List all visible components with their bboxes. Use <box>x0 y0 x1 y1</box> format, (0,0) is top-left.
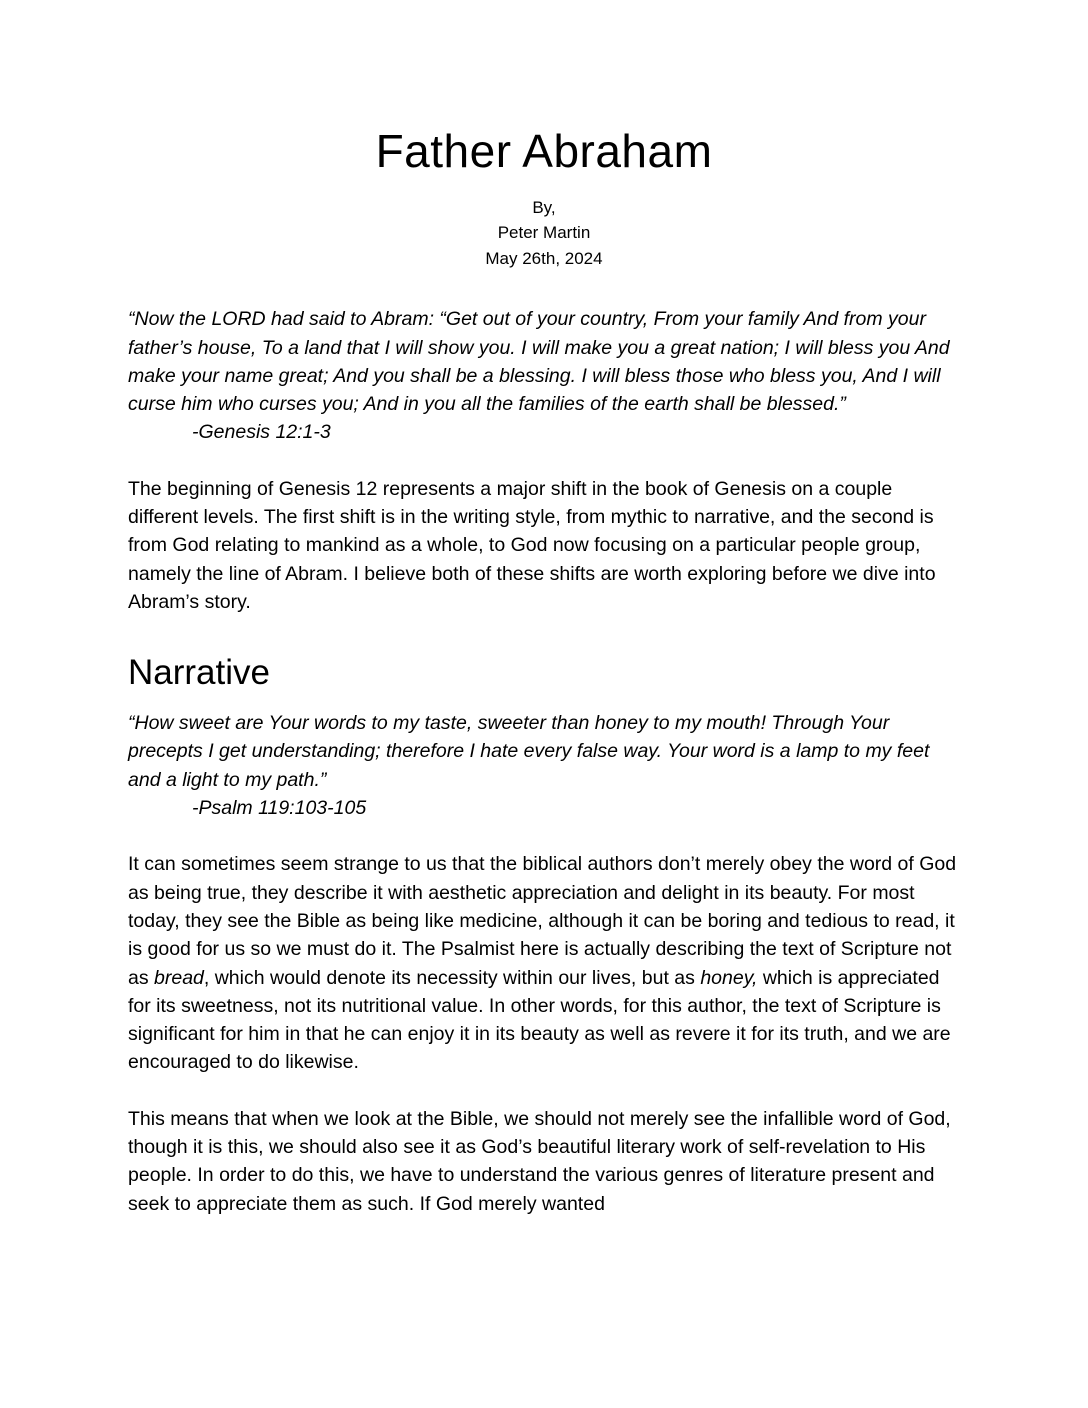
closing-paragraph: This means that when we look at the Bible, we should not merely see the infallible word of God, though it is this, we should also see it as God’s beautiful literary work of self-revelation to His people. In order to do this, we have to understand the various genres of literature present and seek to appreciate them as such. If God merely wanted <box>128 1107 951 1215</box>
psalm-quote-text: “How sweet are Your words to my taste, sweeter than honey to my mouth! Through Your precepts I get understanding; therefore I hate every false way. Your word is a lamp to my feet and a light to my path.” <box>128 712 930 791</box>
psalm-quote-citation: -Psalm 119:103-105 <box>192 797 367 820</box>
genesis-quote-citation: -Genesis 12:1-3 <box>192 421 331 444</box>
honey-paragraph-part2: , which would denote its necessity within our lives, but as <box>203 966 701 989</box>
genesis-block-quote <box>128 305 960 446</box>
byline-author: Peter Martin <box>497 223 591 243</box>
honey-paragraph-part1: It can sometimes seem strange to us that the biblical authors don’t merely obey the word of God as being true, they describe it with aesthetic appreciation and delight in its beauty. For most today, they see the Bible as being like medicine, although it can be boring and tedious to read, it is good for us so we must do it. The Psalmist here is actually describing the text of Scripture not as <box>128 853 957 989</box>
narrative-section-heading: Narrative <box>128 653 270 693</box>
honey-paragraph-italic-bread: bread <box>154 966 204 989</box>
byline-by: By, <box>532 198 556 217</box>
honey-paragraph <box>128 850 960 1076</box>
intro-paragraph: The beginning of Genesis 12 represents a major shift in the book of Genesis on a couple different levels. The first shift is in the writing style, from mythic to narrative, and the second is from God relating to mankind as a whole, to God now focusing on a particular people group, namely the line of Abram. I believe both of these shifts are worth exploring before we dive into Abram’s story. <box>128 477 936 613</box>
genesis-quote-text: “Now the LORD had said to Abram: “Get out of your country, From your family And from your father’s house, To a land that I will show you. I will make you a great nation; I will bless you And make your name great; And you shall be a blessing. I will bless those who bless you, And I will curse him who curses you; And in you all the families of the earth shall be blessed.” <box>128 308 950 416</box>
honey-paragraph-italic-honey: honey, <box>700 966 758 989</box>
document-title: Father Abraham <box>375 125 713 177</box>
byline <box>128 195 960 271</box>
honey-paragraph-part3: which is appreciated for its sweetness, not its nutritional value. In other words, for this author, the text of Scripture is significant for him in that he can enjoy it in its beauty as well as revere it for its truth, and we are encouraged to do likewise. <box>128 966 951 1074</box>
psalm-block-quote <box>128 709 960 822</box>
byline-date: May 26th, 2024 <box>485 248 603 268</box>
